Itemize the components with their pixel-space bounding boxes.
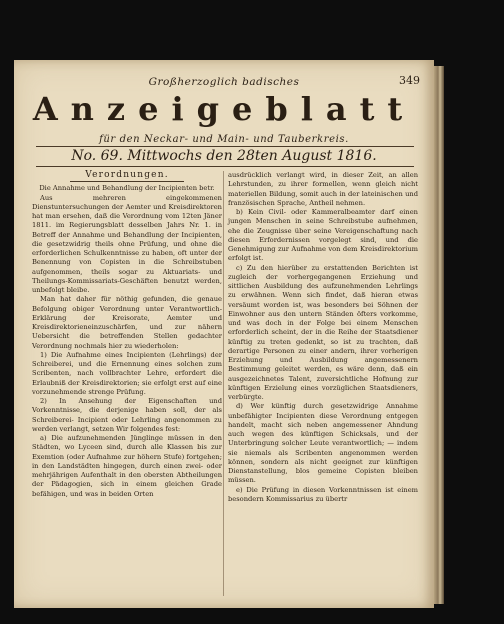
paragraph: a) Die aufzunehmenden Jünglinge müssen in den Städten, wo Lyceen sind, durch alle Klassen bis zur Exemtion (oder Aufnahme zur höhern Stufe) fortgehen; in den Landstädten hingegen, durch einen zwei- oder mehrjährigen Aufenthalt in den obersten Abtheilungen der Pädagogien, sich in einem gleichen Grade befähigen, und was in beiden Orten [32,434,222,498]
paragraph: ausdrücklich verlangt wird, in dieser Zeit, an allen Lehrstunden, zu ihrer formellen, wenn gleich nicht materiellen Bildung, somit auch in der lateinischen und französischen Sprache, Antheil nehmen. [228,171,418,207]
masthead-subtitle: für den Neckar- und Main- und Tauberkreis. [99,134,349,145]
page-number: 349 [399,74,420,87]
right-column [228,171,418,504]
paragraph: 1) Die Aufnahme eines Incipienten (Lehrlings) der Schreiberei, und die Ernennung eines solchen zum Scribenten, nach vollbrachter Lehre, erfordert die Erlaubniß der Kreisdirektorien; sie erfolgt erst auf eine vorzunehmende strenge Prüfung. [32,350,222,396]
paragraph: Aus mehreren eingekommenen Dienstuntersuchungen der Aemter und Kreisdirektoren hat man ersehen, daß die Verordnung vom 12ten Jäner 1811. im Regierungsblatt desselben Jahrs Nr. 1. in Betreff der Annahme und Behandlung der Incipienten, die gesetzwidrig theils ohne Prüfung, und ohne die erforderlichen Schulkenntnisse zu haben, oft unter der Benennung von Copisten in die Schreibstuben aufgenommen, theils sogar zu Aktuariats- und Theilungs-Kommissariats-Geschäften benutzt werden, unbefolgt bleibe. [32,193,222,294]
paragraph: c) Zu den hierüber zu erstattenden Berichten ist zugleich der vorhergegangenen Erziehung und sittlichen Ausbildung des aufzunehmenden Lehrlings zu erwähnen. Wenn sich findet, daß hieran etwas versäumt worden ist, was besonders bei Söhnen der Einwohner aus den untern Ständen öfters vorkomme, und was doch in der Folge bei einem Menschen erforderlich scheint, der in die Reihe der Staatsdiener künftig zu treten gedenkt, so ist zu trachten, daß derartige Personen zu einer andern, ihrer vorherigen Erziehung und Ausbildung angemessenern Bestimmung geleitet werden, es wäre denn, daß ein ausgezeichnetes Talent, zuversichtliche Hofnung zur künftigen Erzielung eines vorzüglichen Staatsdieners, verbürgte. [228,263,418,401]
masthead-title: Anzeigeblatt [32,90,416,128]
paragraph: 2) In Ansehung der Eigenschaften und Vorkenntnisse, die derjenige haben soll, der als Schreiberei- Incipient oder Lehrling angenommen zu werden verlangt, setzen Wir folgendes fest: [32,397,222,433]
paragraph: b) Kein Civil- oder Kammeralbeamter darf einen jungen Menschen in seine Schreibstube aufnehmen, ehe die Zeugnisse über seine Vereigenschaftung nach diesen Erfordernissen vorgelegt sind, und die Genehmigung zur Aufnahme von dem Kreisdirektorium erfolgt ist. [228,208,418,263]
bottom-rule [36,166,414,167]
book-page-edge [434,66,444,604]
section-title-rule [70,181,184,182]
running-head: Großherzoglich badisches [148,76,300,88]
section-title: Verordnungen. [85,170,169,180]
column-divider [223,171,224,596]
paragraph: d) Wer künftig durch gesetzwidrige Annahme unbefähigter Incipienten diese Verordnung entgegen handelt, macht sich neben angemessener Ahndung auch wegen des künftigen Schicksals, und der Unterbringung solcher Leute verantwortlich; — indem sie niemals als Scribenten angenommen werden können, sondern als nicht geeignet zur künftigen Dienstanstellung, blos gemeine Copisten bleiben müssen. [228,402,418,485]
paragraph: Die Annahme und Behandlung der Incipienten betr. [39,184,215,193]
top-rule [36,146,414,147]
issue-line: No. 69. Mittwochs den 28ten August 1816. [71,148,377,164]
left-column [32,171,222,499]
paragraph: Man hat daher für nöthig gefunden, die genaue Befolgung obiger Verordnung unter Verantwortlich- Erklärung der Kreisorate, Aemter und Kreisdirektorieneinzuschärfen, und zur nähern Uebersicht die betreffenden Stellen gedachter Verordnung nochmals hier zu wiederholen: [32,295,222,350]
paragraph: e) Die Prüfung in diesen Vorkenntnissen ist einem besondern Kommissarius zu übertr [228,485,418,503]
newspaper-page [14,60,434,608]
